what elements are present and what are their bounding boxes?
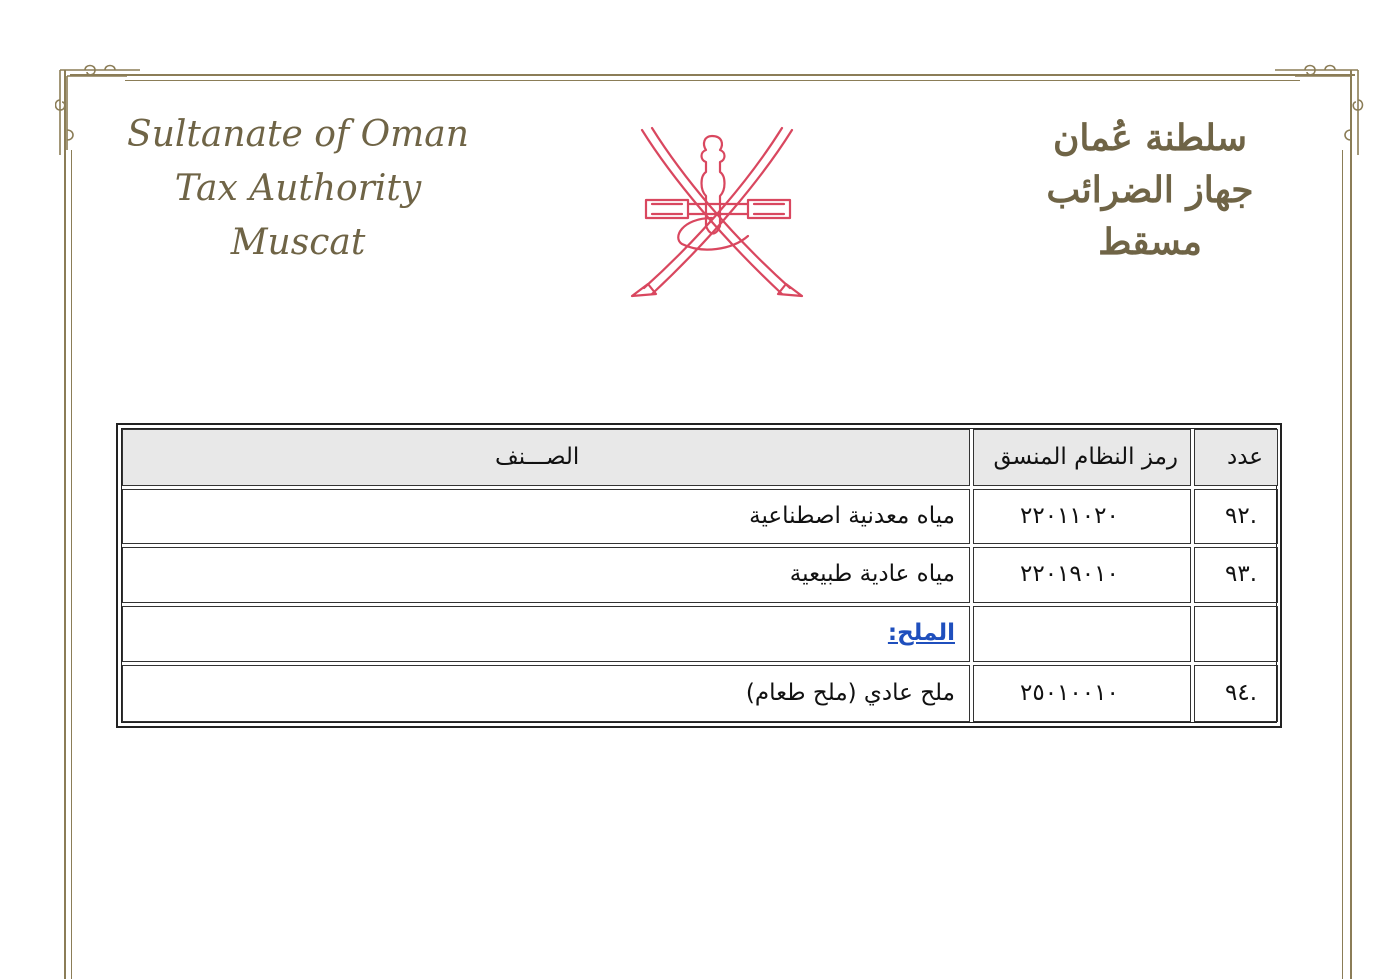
table-row	[122, 489, 970, 544]
hs-code-cell	[973, 606, 1191, 662]
header-hs-code: رمز النظام المنسق	[993, 444, 1178, 470]
item-name: ملح عادي (ملح طعام)	[745, 680, 955, 706]
tariff-table	[116, 423, 1282, 728]
header-number: عدد	[1226, 444, 1263, 470]
row-number: .٩٣	[1224, 561, 1257, 587]
hs-code: ٢٢٠١٩٠١٠	[1020, 561, 1119, 587]
header-item: الصـــنف	[495, 444, 580, 470]
english-letterhead	[88, 108, 508, 270]
table-row	[122, 606, 970, 662]
oman-national-emblem-icon	[612, 118, 822, 308]
table-row	[122, 547, 970, 603]
city-name-en: Muscat	[230, 222, 366, 263]
country-name-en: Sultanate of Oman	[127, 114, 469, 155]
header-number-cell	[1194, 429, 1278, 486]
hs-code-cell	[973, 547, 1191, 603]
number-cell	[1194, 665, 1278, 722]
arabic-letterhead	[985, 112, 1315, 268]
city-name-ar: مسقط	[1098, 221, 1202, 263]
item-name: مياه عادية طبيعية	[789, 561, 955, 587]
row-number: .٩٤	[1224, 680, 1257, 706]
category-heading-salt[interactable]: الملح:	[887, 620, 955, 646]
country-name-ar: سلطنة عُمان	[1052, 117, 1247, 159]
hs-code: ٢٥٠١٠٠١٠	[1020, 680, 1119, 706]
hs-code-cell	[973, 665, 1191, 722]
hs-code: ٢٢٠١١٠٢٠	[1020, 503, 1119, 529]
authority-name-ar: جهاز الضرائب	[1046, 169, 1254, 211]
row-number: .٩٢	[1224, 503, 1257, 529]
header-item-cell	[122, 429, 970, 486]
header-hs-code-cell	[973, 429, 1191, 486]
number-cell	[1194, 489, 1278, 544]
number-cell	[1194, 547, 1278, 603]
authority-name-en: Tax Authority	[174, 168, 422, 209]
table-row	[122, 665, 970, 722]
item-name: مياه معدنية اصطناعية	[749, 503, 955, 529]
number-cell	[1194, 606, 1278, 662]
hs-code-cell	[973, 489, 1191, 544]
